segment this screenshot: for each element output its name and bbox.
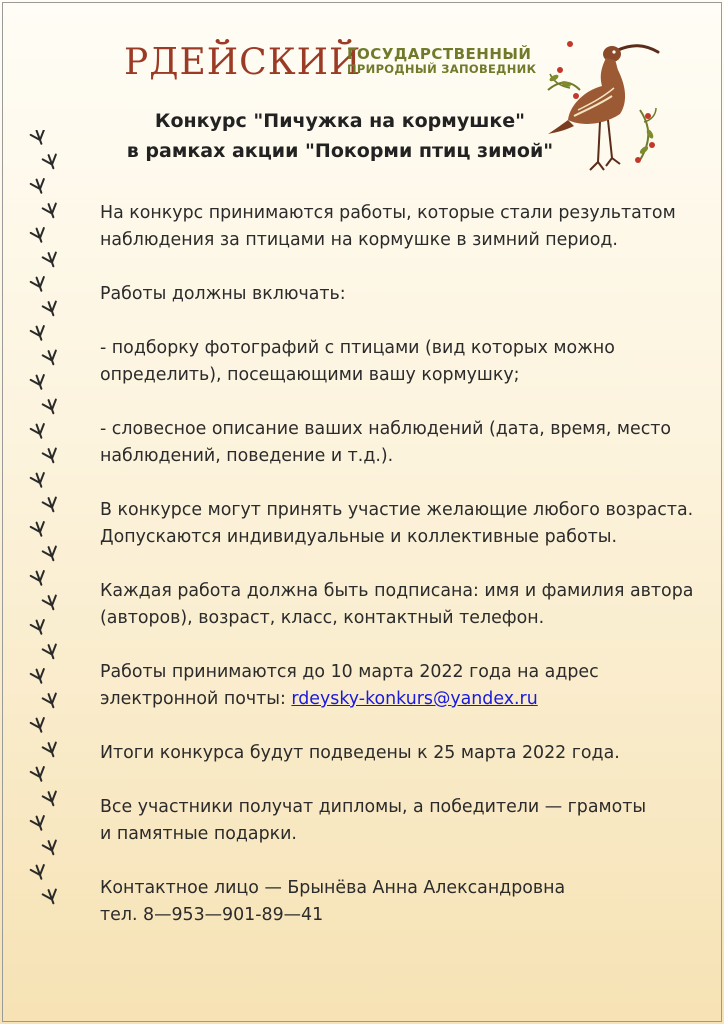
footprint-icon bbox=[30, 324, 48, 342]
footprint-icon bbox=[42, 202, 60, 220]
announcement-body bbox=[100, 200, 700, 956]
text-line: Контактное лицо — Брынёва Анна Александровна bbox=[100, 878, 566, 898]
footprint-icon bbox=[42, 153, 60, 171]
footprint-icon bbox=[42, 447, 60, 465]
text-line: Работы должны включать: bbox=[100, 284, 346, 304]
footprint-icon bbox=[42, 839, 60, 857]
footprint-icon bbox=[42, 496, 60, 514]
text-line: наблюдения за птицами на кормушке в зимний период. bbox=[100, 230, 618, 250]
text-line: и памятные подарки. bbox=[100, 824, 297, 844]
paragraph-signature bbox=[100, 578, 700, 632]
paragraph-description bbox=[100, 416, 700, 470]
text-line: - словесное описание ваших наблюдений (дата, время, место bbox=[100, 419, 672, 439]
text-line: Каждая работа должна быть подписана: имя и фамилия автора bbox=[100, 581, 694, 601]
text-line: Допускаются индивидуальные и коллективные работы. bbox=[100, 527, 618, 547]
footprint-icon bbox=[30, 569, 48, 587]
email-prefix: электронной почты: bbox=[100, 689, 292, 709]
contest-title bbox=[100, 106, 580, 166]
logo-subtitle-line2: ПРИРОДНЫЙ ЗАПОВЕДНИК bbox=[347, 62, 537, 77]
footprint-icon bbox=[42, 741, 60, 759]
title-line2: в рамках акции "Покорми птиц зимой" bbox=[126, 140, 554, 162]
paragraph-results bbox=[100, 740, 700, 767]
footprint-icon bbox=[30, 422, 48, 440]
paragraph-participants bbox=[100, 497, 700, 551]
reserve-logo-name: РДЕЙСКИЙ bbox=[124, 42, 362, 83]
footprint-icon bbox=[30, 130, 48, 146]
footprint-icon bbox=[42, 251, 60, 269]
email-link[interactable]: rdeysky-konkurs@yandex.ru bbox=[291, 689, 538, 709]
footprint-icon bbox=[42, 594, 60, 612]
text-line: На конкурс принимаются работы, которые стали результатом bbox=[100, 203, 676, 223]
paragraph-awards bbox=[100, 794, 700, 848]
footprint-icon bbox=[42, 692, 60, 710]
paragraph-intro bbox=[100, 200, 700, 254]
text-line: наблюдений, поведение и т.д.). bbox=[100, 446, 394, 466]
paragraph-deadline bbox=[100, 659, 700, 713]
text-line: Все участники получат дипломы, а победители — грамоты bbox=[100, 797, 647, 817]
footprint-icon bbox=[42, 888, 60, 906]
logo-subtitle-line1: ГОСУДАРСТВЕННЫЙ bbox=[347, 45, 532, 63]
footprint-icon bbox=[30, 667, 48, 685]
footprint-icon bbox=[30, 226, 48, 244]
footprint-icon bbox=[30, 520, 48, 538]
footprint-icon bbox=[30, 618, 48, 636]
footprint-icon bbox=[30, 716, 48, 734]
text-line bbox=[100, 686, 700, 713]
text-line: тел. 8—953—901-89—41 bbox=[100, 905, 324, 925]
text-line: определить), посещающими вашу кормушку; bbox=[100, 365, 520, 385]
footprint-icon bbox=[42, 545, 60, 563]
text-line: Итоги конкурса будут подведены к 25 марта 2022 года. bbox=[100, 743, 620, 763]
footprint-icon bbox=[42, 643, 60, 661]
paragraph-photos bbox=[100, 335, 700, 389]
footprint-icon bbox=[30, 765, 48, 783]
footprint-icon bbox=[42, 300, 60, 318]
paragraph-requirements bbox=[100, 281, 700, 308]
footprint-icon bbox=[42, 398, 60, 416]
footprint-icon bbox=[30, 177, 48, 195]
bird-footprints-icon bbox=[22, 130, 82, 930]
footprint-icon bbox=[42, 790, 60, 808]
paragraph-contact bbox=[100, 875, 700, 929]
footprint-icon bbox=[30, 471, 48, 489]
footprint-icon bbox=[30, 275, 48, 293]
footprint-icon bbox=[30, 373, 48, 391]
footprint-icon bbox=[30, 863, 48, 881]
title-line1: Конкурс "Пичужка на кормушке" bbox=[154, 110, 526, 132]
text-line: - подборку фотографий с птицами (вид которых можно bbox=[100, 338, 615, 358]
text-line: (авторов), возраст, класс, контактный телефон. bbox=[100, 608, 545, 628]
text-line: В конкурсе могут принять участие желающие любого возраста. bbox=[100, 500, 694, 520]
footprint-icon bbox=[42, 349, 60, 367]
reserve-logo-subtitle bbox=[347, 46, 536, 76]
text-line: Работы принимаются до 10 марта 2022 года на адрес bbox=[100, 662, 599, 682]
footprint-icon bbox=[30, 814, 48, 832]
